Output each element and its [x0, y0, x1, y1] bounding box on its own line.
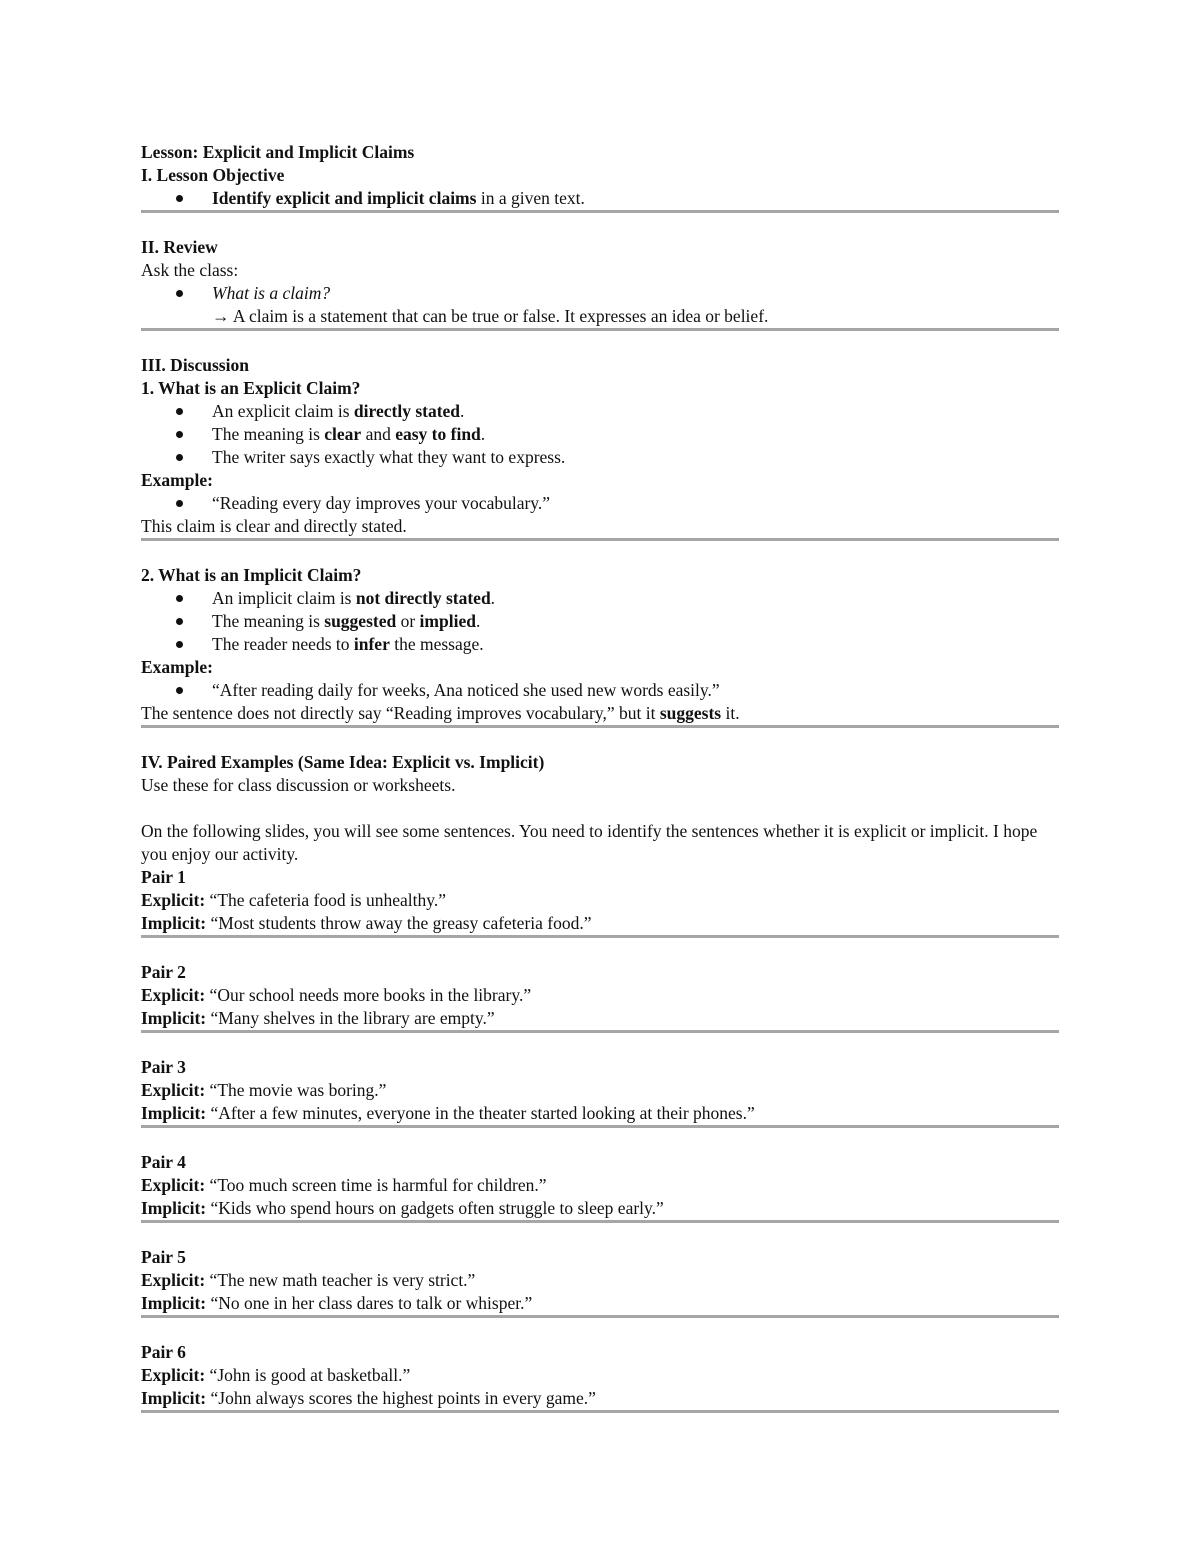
explicit-example-label: Example:: [141, 470, 213, 490]
pair-implicit: Implicit: “John always scores the highest points in every game.”: [141, 1388, 596, 1408]
explicit-bullet-1: An explicit claim is directly stated.: [141, 400, 1059, 423]
objective-bold: Identify explicit and implicit claims: [212, 188, 477, 208]
paired-instructions: On the following slides, you will see some sentences. You need to identify the sentences whether it is explicit or implicit. I hope you enjoy our activity.: [141, 821, 1038, 864]
pairs-list: [141, 866, 1059, 1413]
pair-implicit: Implicit: “Many shelves in the library are empty.”: [141, 1008, 495, 1028]
pair-block: [141, 1341, 1059, 1413]
bullet-icon: [176, 454, 183, 461]
review-answer: → A claim is a statement that can be true or false. It expresses an idea or belief.: [212, 306, 769, 326]
bullet-icon: [176, 195, 183, 202]
explicit-heading: 1. What is an Explicit Claim?: [141, 378, 361, 398]
pair-explicit: Explicit: “John is good at basketball.”: [141, 1365, 411, 1385]
pair-title: Pair 1: [141, 867, 186, 887]
bullet-icon: [176, 641, 183, 648]
paired-heading: IV. Paired Examples (Same Idea: Explicit vs. Implicit): [141, 752, 545, 772]
pair-implicit: Implicit: “After a few minutes, everyone in the theater started looking at their phones.”: [141, 1103, 755, 1123]
explicit-bullet-3: The writer says exactly what they want to express.: [141, 446, 1059, 469]
pair-title: Pair 4: [141, 1152, 186, 1172]
pair-title: Pair 2: [141, 962, 186, 982]
pair-block: [141, 866, 1059, 938]
pair-implicit: Implicit: “No one in her class dares to talk or whisper.”: [141, 1293, 533, 1313]
pair-block: [141, 1246, 1059, 1318]
explicit-note: This claim is clear and directly stated.: [141, 516, 407, 536]
implicit-bullet-1: An implicit claim is not directly stated.: [141, 587, 1059, 610]
objective-bullet: [141, 187, 1059, 210]
bullet-icon: [176, 431, 183, 438]
review-question: What is a claim?: [141, 282, 1059, 305]
pair-block: [141, 961, 1059, 1033]
pair-title: Pair 3: [141, 1057, 186, 1077]
pair-implicit: Implicit: “Kids who spend hours on gadgets often struggle to sleep early.”: [141, 1198, 664, 1218]
discussion-heading: III. Discussion: [141, 355, 249, 375]
implicit-bullet-3: The reader needs to infer the message.: [141, 633, 1059, 656]
pair-title: Pair 6: [141, 1342, 186, 1362]
bullet-icon: [176, 687, 183, 694]
pair-block: [141, 1056, 1059, 1128]
pair-explicit: Explicit: “Our school needs more books in the library.”: [141, 985, 532, 1005]
pair-explicit: Explicit: “The cafeteria food is unhealthy.”: [141, 890, 447, 910]
paired-intro: Use these for class discussion or worksheets.: [141, 775, 456, 795]
explicit-bullet-2: The meaning is clear and easy to find.: [141, 423, 1059, 446]
pair-explicit: Explicit: “Too much screen time is harmful for children.”: [141, 1175, 547, 1195]
pair-block: [141, 1151, 1059, 1223]
implicit-bullet-2: The meaning is suggested or implied.: [141, 610, 1059, 633]
implicit-example: “After reading daily for weeks, Ana noticed she used new words easily.”: [141, 679, 1059, 702]
pair-explicit: Explicit: “The movie was boring.”: [141, 1080, 387, 1100]
implicit-note: The sentence does not directly say “Reading improves vocabulary,” but it suggests it.: [141, 703, 740, 723]
bullet-icon: [176, 595, 183, 602]
bullet-icon: [176, 408, 183, 415]
section-divider: [141, 1410, 1059, 1413]
pair-title: Pair 5: [141, 1247, 186, 1267]
pair-implicit: Implicit: “Most students throw away the greasy cafeteria food.”: [141, 913, 592, 933]
review-prompt: Ask the class:: [141, 260, 239, 280]
implicit-example-label: Example:: [141, 657, 213, 677]
lesson-document: [141, 141, 1059, 1413]
pair-explicit: Explicit: “The new math teacher is very strict.”: [141, 1270, 476, 1290]
implicit-heading: 2. What is an Implicit Claim?: [141, 565, 362, 585]
explicit-example: “Reading every day improves your vocabulary.”: [141, 492, 1059, 515]
objective-heading: I. Lesson Objective: [141, 165, 285, 185]
review-heading: II. Review: [141, 237, 218, 257]
bullet-icon: [176, 290, 183, 297]
objective-rest: in a given text.: [476, 188, 585, 208]
bullet-icon: [176, 500, 183, 507]
bullet-icon: [176, 618, 183, 625]
page-title: Lesson: Explicit and Implicit Claims: [141, 142, 415, 162]
